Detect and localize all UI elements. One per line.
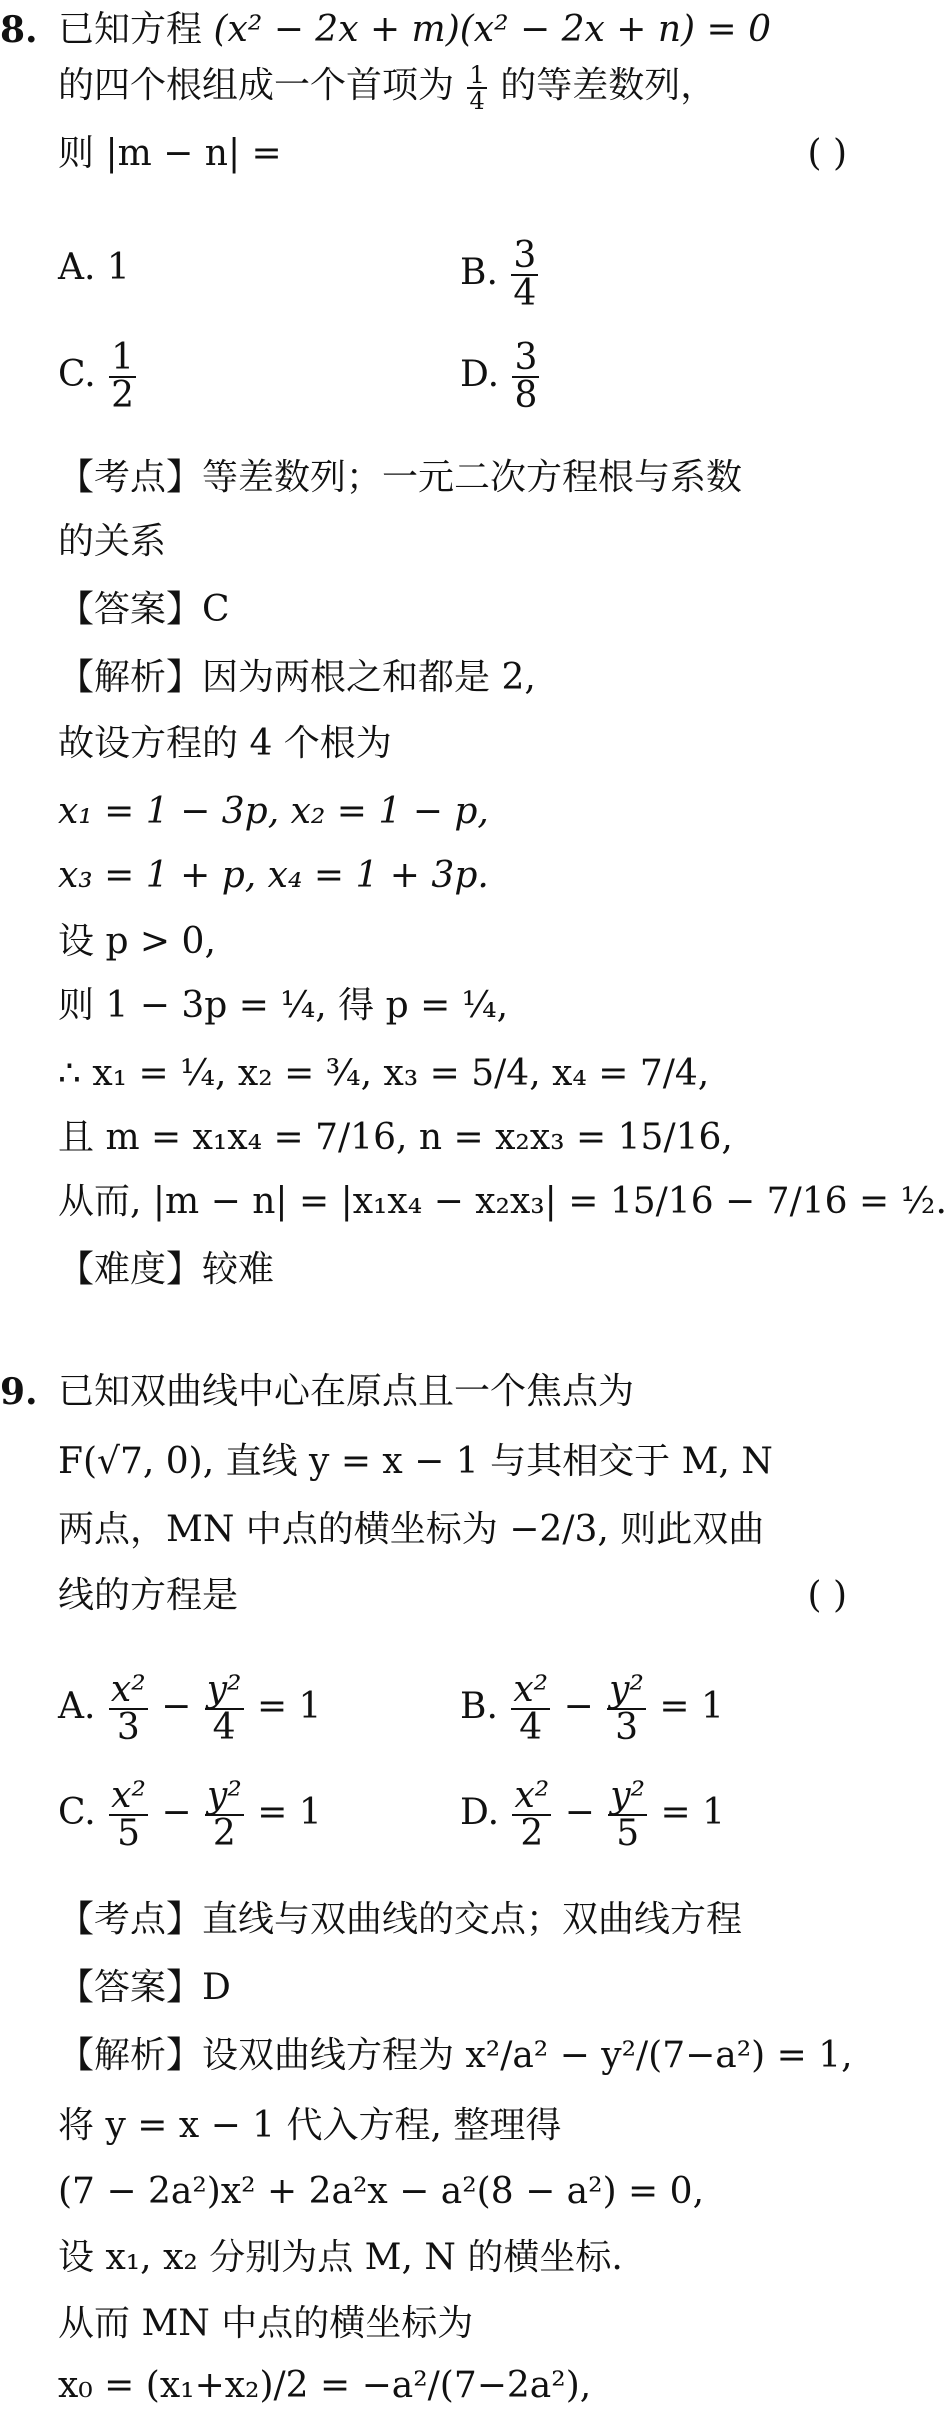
q9-option-d-frac2 [608,1775,647,1854]
q9-option-b-label: B. [460,1686,498,1727]
q8-answer-value: C [202,589,230,630]
q9-option-c-num2: y² [206,1775,242,1816]
q8-solution-line2: 故设方程的 4 个根为 [58,723,392,764]
q8-option-c [58,337,138,416]
q8-stem-ask: 则 |m − n| = [58,133,282,174]
q8-option-c-num: 1 [111,337,135,378]
q9-solution-line6: x₀ = (x₁+x₂)/2 = −a²/(7−2a²), [58,2365,592,2406]
q8-solution-line4: x₃ = 1 + p, x₄ = 1 + 3p. [58,855,489,896]
q9-option-c-num1: x² [111,1775,146,1816]
q9-option-b-den1: 4 [519,1707,543,1748]
q9-option-b-num1: x² [513,1669,549,1710]
q9-option-b-den2: 3 [615,1707,639,1748]
q9-option-a: A. $\frac{\text{x²}}{3}$ − $\frac{\text{y²}}{4}$ = 1 [58,1669,322,1748]
q9-option-c-den1: 5 [117,1813,140,1854]
q9-option-b: B. $\frac{\text{x²}}{4}$ − $\frac{\text{y²}}{3}$ = 1 [460,1669,724,1748]
q9-option-c-den2: 2 [212,1813,236,1854]
q8-option-d-num: 3 [514,337,538,378]
q9-option-d-num2: y² [610,1775,646,1816]
q8-option-b-num: 3 [513,235,537,276]
q9-option-d-num1: x² [514,1775,550,1816]
q8-frac-num: 1 [469,61,485,89]
q8-answer-line [58,580,847,646]
q8-solution-line1 [58,648,847,714]
q8-stem-equation: (x² − 2x + m)(x² − 2x + n) = 0 [213,9,772,50]
q8-solution-line9: 从而, |m − n| = |x₁x₄ − x₂x₃| = 15/16 − 7/16 = ½. [58,1181,947,1222]
q9-kaodian-tag: 【考点】 [58,1899,203,1940]
q8-stem-line3 [58,124,847,190]
q8-option-d-label: D. [460,354,500,395]
q9-option-a-frac1 [109,1669,148,1748]
q9-option-a-frac2 [205,1669,244,1748]
q8-solution-text: 因为两根之和都是 2, [202,657,536,698]
q9-option-b-frac1 [511,1669,550,1748]
q8-difficulty-line [58,1240,847,1306]
q9-option-a-label: A. [58,1686,96,1727]
q8-option-c-frac [109,337,136,416]
q9-stem-line2: F(√7, 0), 直线 y = x − 1 与其相交于 M, N [58,1441,773,1482]
q8-stem-prefix: 已知方程 [58,9,203,50]
q9-solution-text: 设双曲线方程为 x²/a² − y²/(7−a²) = 1, [202,2035,853,2076]
q8-option-d [460,337,541,416]
q8-kaodian-tag: 【考点】 [58,457,203,498]
q9-stem-text1: 已知双曲线中心在原点且一个焦点为 [58,1371,635,1412]
q8-solution-line8: 且 m = x₁x₄ = 7/16, n = x₂x₃ = 15/16, [58,1117,733,1158]
q9-answer-line [58,1958,847,2024]
q8-difficulty-tag: 【难度】 [58,1249,203,1290]
q9-number: 9. [0,1371,38,1413]
q9-option-c-label: C. [58,1792,96,1833]
q8-solution-line3: x₁ = 1 − 3p, x₂ = 1 − p, [58,791,489,832]
q8-option-c-den: 2 [111,375,135,416]
q8-kaodian-text2: 的关系 [58,521,167,562]
q9-stem-line4 [58,1566,847,1632]
q8-stem-line2 [58,56,847,122]
q9-option-a-den1: 3 [116,1707,140,1748]
q9-jiexi-tag: 【解析】 [58,2035,203,2076]
q9-option-a-den2: 4 [212,1707,236,1748]
q9-stem-line3: 两点，MN 中点的横坐标为 −2/3, 则此双曲 [58,1509,765,1550]
q8-option-c-label: C. [58,354,96,395]
q9-option-b-num2: y² [609,1669,644,1710]
q9-option-c-rhs: = 1 [257,1792,322,1833]
q9-kaodian-line [58,1890,847,1956]
q9-solution-line1 [58,2026,853,2092]
q9-option-b-frac2 [607,1669,646,1748]
q8-kaodian-text1: 等差数列；一元二次方程根与系数 [202,457,743,498]
q8-stem-text-a: 的四个根组成一个首项为 [58,65,455,106]
q8-stem-fraction [467,63,486,113]
q9-option-c-frac2 [205,1775,244,1854]
q8-option-b-den: 4 [513,273,537,314]
q8-option-b [460,235,540,314]
q9-option-a-num1: x² [110,1669,146,1710]
q9-solution-line4: 设 x₁, x₂ 分别为点 M, N 的横坐标. [58,2237,623,2278]
q8-frac-den: 4 [469,87,485,115]
q8-difficulty-value: 较难 [202,1249,275,1290]
q8-solution-line6: 则 1 − 3p = ¼, 得 p = ¼, [58,985,509,1026]
q9-answer-value: D [202,1967,231,2008]
q8-answer-paren: ( ) [807,133,847,174]
q9-answer-tag: 【答案】 [58,1967,203,2008]
q9-option-d-den1: 2 [520,1813,544,1854]
q9-answer-paren: ( ) [807,1575,847,1616]
q9-option-b-rhs: = 1 [659,1686,724,1727]
q8-option-b-frac [511,235,538,314]
q8-kaodian-line1 [58,448,847,514]
q9-stem-line1 [0,1362,847,1428]
q9-kaodian-text: 直线与双曲线的交点；双曲线方程 [202,1899,743,1940]
q9-option-d: D. $\frac{\text{x²}}{2}$ − $\frac{\text{y²}}{5}$ = 1 [460,1775,726,1854]
q9-solution-line2: 将 y = x − 1 代入方程, 整理得 [58,2105,562,2146]
q9-solution-line3: (7 − 2a²)x² + 2a²x − a²(8 − a²) = 0, [58,2171,705,2212]
q9-solution-line5: 从而 MN 中点的横坐标为 [58,2303,474,2344]
q8-kaodian-line2 [58,512,847,578]
q9-stem-text4: 线的方程是 [58,1575,239,1616]
q8-stem-text-b: 的等差数列， [500,65,717,106]
q9-option-c-frac1 [109,1775,148,1854]
q8-answer-tag: 【答案】 [58,589,203,630]
q8-option-a-label: A. [58,247,96,288]
q9-option-a-num2: y² [206,1669,242,1710]
q9-option-d-label: D. [460,1792,500,1833]
q8-option-b-label: B. [460,252,498,293]
q9-option-d-den2: 5 [616,1813,640,1854]
q9-option-d-rhs: = 1 [660,1792,726,1833]
q8-number: 8. [0,9,38,51]
q9-option-c: C. $\frac{\text{x²}}{5}$ − $\frac{\text{y²}}{2}$ = 1 [58,1775,322,1854]
q8-jiexi-tag: 【解析】 [58,657,203,698]
q8-option-a [58,238,130,298]
q9-option-d-frac1 [512,1775,551,1854]
q8-option-d-frac [512,337,539,416]
q8-solution-line5: 设 p > 0, [58,921,216,962]
q9-option-a-rhs: = 1 [256,1686,322,1727]
q8-option-a-value: 1 [106,247,130,288]
q8-solution-line7: ∴ x₁ = ¼, x₂ = ¾, x₃ = 5/4, x₄ = 7/4, [58,1053,710,1094]
q8-option-d-den: 8 [514,375,538,416]
